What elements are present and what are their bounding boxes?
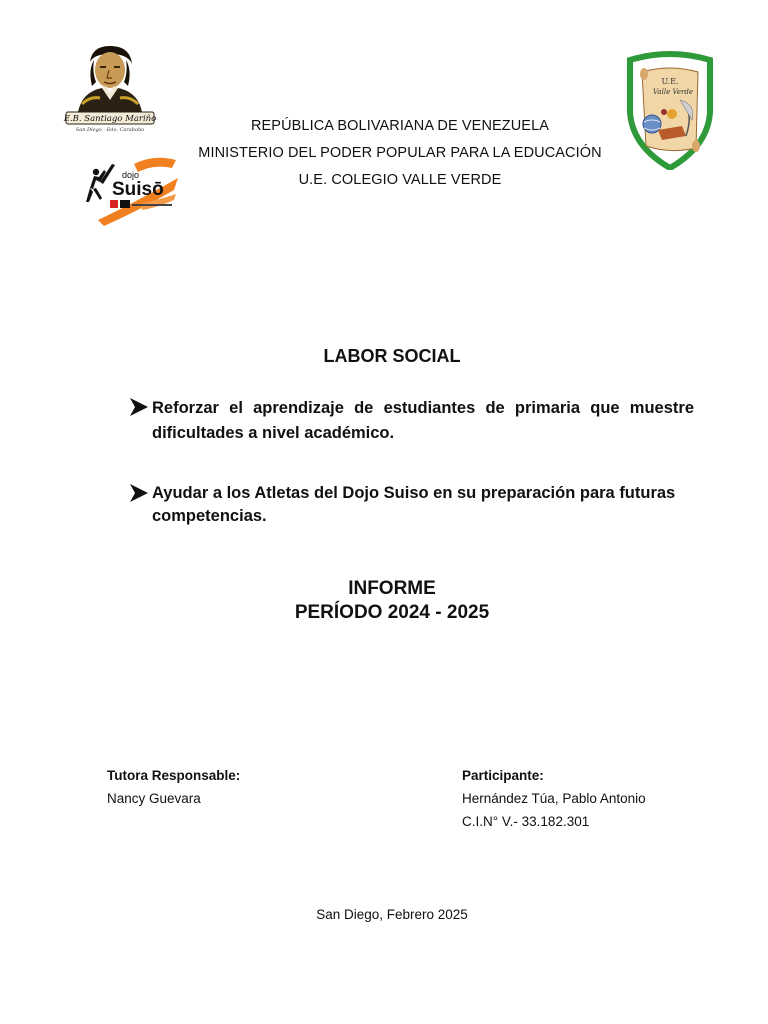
header-ministry: MINISTERIO DEL PODER POPULAR PARA LA EDUCACIÓN [198, 145, 602, 161]
dojo-lettering-big: Suisō [112, 179, 164, 200]
school-name-lettering: E.B. Santiago Mariño [63, 114, 157, 124]
school-location-lettering: San Diego - Edo. Carabobo [75, 127, 145, 133]
objective-bullet-2 [128, 482, 694, 528]
place-date: San Diego, Febrero 2025 [316, 907, 468, 922]
participant-name: Hernández Túa, Pablo Antonio [462, 791, 646, 806]
dojo-logo [82, 154, 180, 228]
section-title: LABOR SOCIAL [323, 346, 461, 366]
objective-bullet-1 [128, 396, 694, 446]
tutor-name: Nancy Guevara [107, 791, 201, 806]
shield-lettering-line2: Valle Verde [653, 88, 693, 96]
dojo-suiso-emblem [82, 154, 180, 228]
participant-label: Participante: [462, 768, 544, 783]
report-period: PERÍODO 2024 - 2025 [294, 602, 490, 623]
tutor-label: Tutora Responsable: [107, 768, 241, 783]
arrow-bullet-icon [128, 482, 150, 504]
objective-text-2: Ayudar a los Atletas del Dojo Suiso en su preparación para futuras competencias. [152, 484, 676, 525]
shield-lettering-line1: U.E. [661, 77, 679, 86]
arrow-bullet-icon [128, 396, 150, 418]
participant-block [462, 768, 646, 829]
objective-text-1: Reforzar el aprendizaje de estudiantes de primaria que muestre dificultades a nivel académico. [152, 399, 694, 442]
dojo-lettering-small: dojo [122, 170, 140, 180]
participant-id: C.I.N° V.- 33.182.301 [462, 814, 590, 829]
header-school: U.E. COLEGIO VALLE VERDE [298, 172, 502, 188]
tutor-block [107, 768, 240, 806]
header-republic: REPÚBLICA BOLIVARIANA DE VENEZUELA [250, 118, 550, 134]
report-title: INFORME [348, 578, 436, 599]
